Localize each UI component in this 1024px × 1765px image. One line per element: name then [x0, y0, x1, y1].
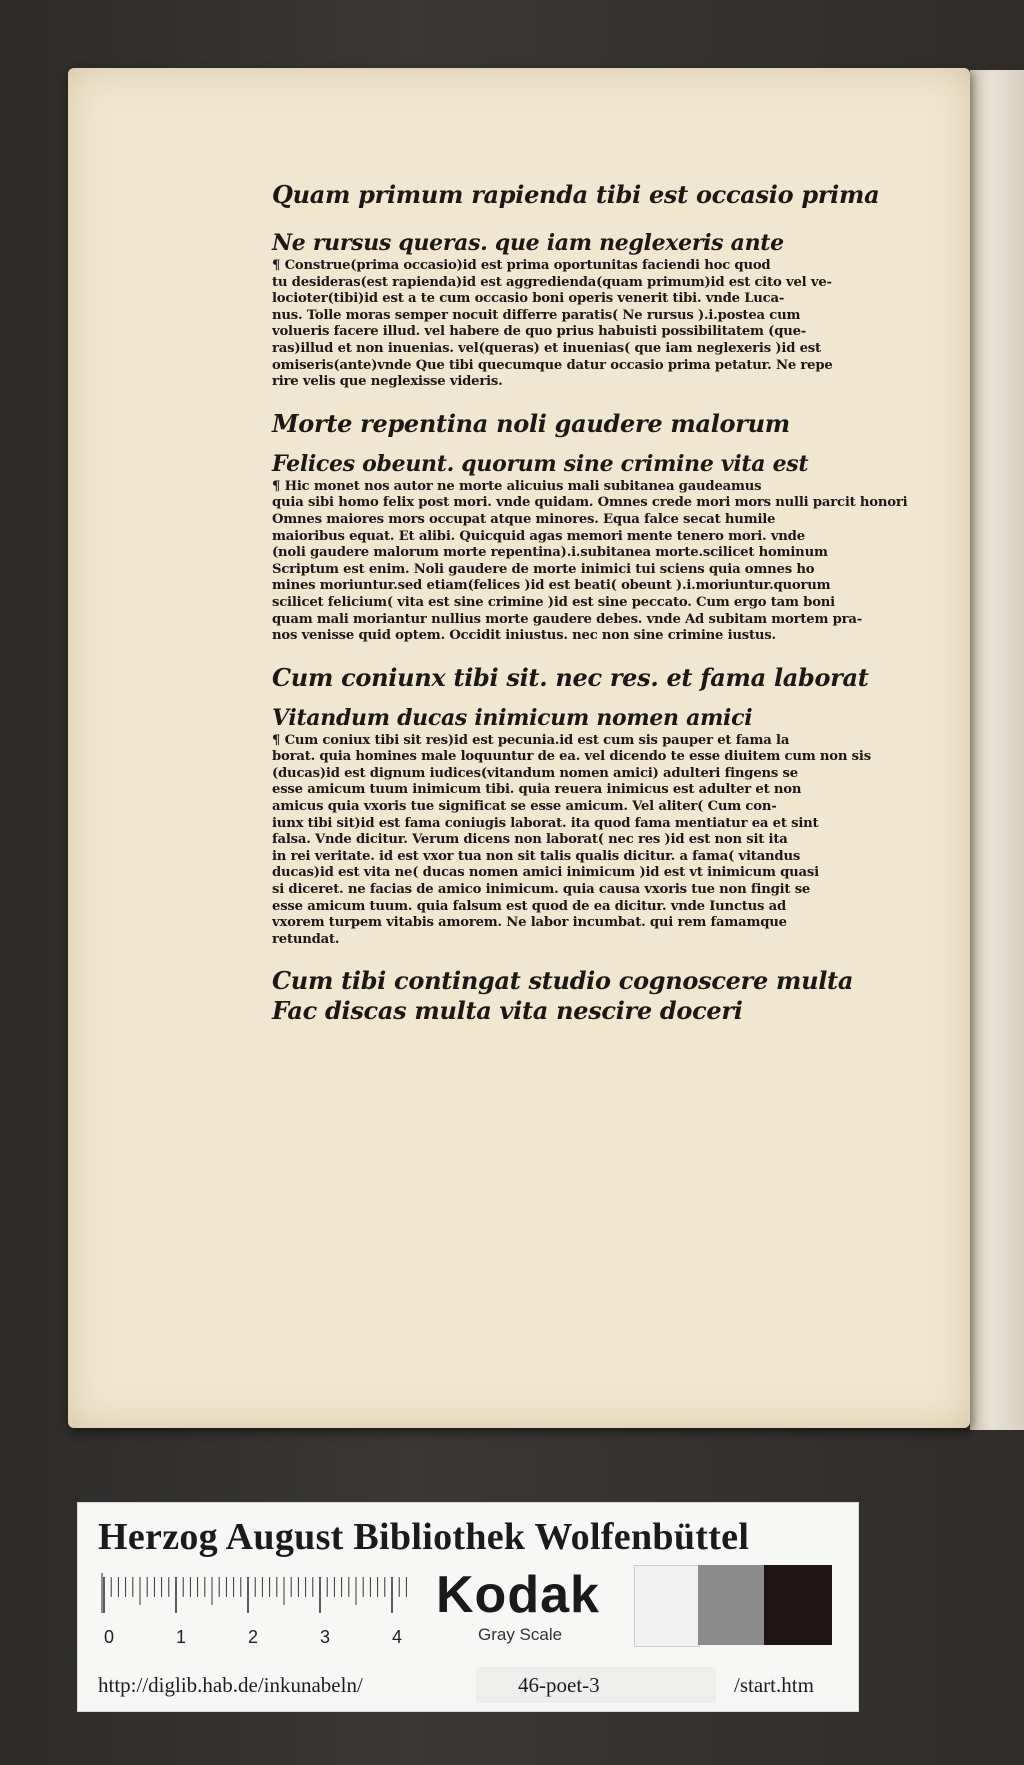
commentary-2 — [272, 479, 928, 645]
commentary-line: vxorem turpem vitabis amorem. Ne labor incumbat. qui rem famamque — [272, 915, 787, 931]
commentary-line: ras)illud et non inuenias. vel(queras) et inuenias( que iam neglexeris )id est — [272, 340, 821, 356]
commentary-line: mines moriuntur.sed etiam(felices )id est beati( obeunt ).i.moriuntur.quorum — [272, 578, 831, 594]
gray-swatch-black — [764, 1565, 832, 1645]
commentary-line: esse amicum tuum inimicum tibi. quia reuera inimicus est adulter et non — [272, 782, 802, 798]
ruler-label: 3 — [320, 1627, 331, 1647]
commentary-line: omiseris(ante)vnde Que tibi quecumque datur occasio prima petatur. Ne repe — [272, 357, 833, 373]
commentary-line: locioter(tibi)id est a te cum occasio boni operis venerit tibi. vnde Luca- — [272, 291, 785, 307]
page-text — [272, 180, 928, 1026]
commentary-line: tu desideras(est rapienda)id est aggredienda(quam primum)id est cito vel ve- — [272, 274, 832, 290]
verse-1: Quam primum rapienda tibi est occasio prima — [272, 180, 880, 209]
gray-swatch-white — [634, 1565, 700, 1647]
gray-swatch-mid — [698, 1565, 764, 1645]
verse-2: Ne rursus queras. que iam neglexeris ante — [272, 230, 784, 256]
commentary-line: rire velis que neglexisse videris. — [272, 374, 503, 390]
commentary-line: ¶ Cum coniux tibi sit res)id est pecunia.id est cum sis pauper et fama la — [272, 732, 790, 748]
verse-4: Felices obeunt. quorum sine crimine vita est — [272, 450, 809, 477]
verse-3: Morte repentina noli gaudere malorum — [272, 408, 790, 438]
commentary-line: borat. quia homines male loquuntur de ea. vel dicendo te esse diuitem cum non sis — [272, 749, 871, 765]
commentary-line: Omnes maiores mors occupat atque minores. Equa falce secat humile — [272, 511, 776, 527]
commentary-line: retundat. — [272, 931, 340, 947]
start-page-link: /start.htm — [734, 1673, 814, 1697]
next-page-edge — [970, 70, 1024, 1430]
color-calibration-card — [77, 1502, 859, 1712]
commentary-line: nus. Tolle moras semper nocuit differre paratis( Ne rursus ).i.postea cum — [272, 307, 801, 323]
commentary-3 — [272, 733, 928, 949]
commentary-line: ¶ Hic monet nos autor ne morte alicuius mali subitanea gaudeamus — [272, 478, 762, 494]
ruler-label: 0 — [104, 1627, 115, 1647]
commentary-line: volueris facere illud. vel habere de quo prius habuisti possibilitatem (que- — [272, 324, 807, 340]
card-footer — [78, 1663, 858, 1707]
commentary-line: nos venisse quid optem. Occidit iniustus. nec non sine crimine iustus. — [272, 628, 776, 644]
source-url: http://diglib.hab.de/inkunabeln/ — [98, 1673, 363, 1697]
commentary-line: (noli gaudere malorum morte repentina).i.subitanea morte.scilicet hominum — [272, 545, 828, 561]
ruler-label: 4 — [392, 1627, 403, 1647]
commentary-line: in rei veritate. id est vxor tua non sit talis qualis dicitur. a fama( vitandus — [272, 848, 801, 864]
commentary-line: quam mali moriantur nullius morte gaudere debes. vnde Ad subitam mortem pra- — [272, 611, 863, 627]
commentary-line: maioribus equat. Et alibi. Quicquid agas memori mente tenero mori. vnde — [272, 528, 805, 544]
commentary-line: falsa. Vnde dicitur. Verum dicens non laborat( nec res )id est non sit ita — [272, 832, 788, 848]
commentary-line: quia sibi homo felix post mori. vnde quidam. Omnes crede mori mors nulli parcit honori — [272, 495, 908, 511]
commentary-line: (ducas)id est dignum iudices(vitandum nomen amici) adulteri fingens se — [272, 765, 798, 781]
ruler-scale — [100, 1573, 415, 1653]
commentary-line: ducas)id est vita ne( ducas nomen amici inimicum )id est vt inimicum quasi — [272, 865, 819, 881]
ruler-label: 1 — [176, 1627, 187, 1647]
commentary-line: iunx tibi sit)id est fama coniugis laborat. ita quod fama mentiatur ea et sint — [272, 815, 819, 831]
commentary-line: si diceret. ne facias de amico inimicum. quia causa vxoris tue non fingit se — [272, 882, 811, 898]
commentary-1 — [272, 258, 928, 391]
shelfmark: 46-poet-3 — [518, 1673, 600, 1697]
gray-scale-label: Gray Scale — [478, 1625, 563, 1644]
kodak-logo: Kodak — [436, 1566, 600, 1624]
commentary-line: scilicet felicium( vita est sine crimine )id est sine peccato. Cum ergo tam boni — [272, 594, 835, 610]
verse-8: Fac discas multa vita nescire doceri — [272, 996, 743, 1026]
verse-5: Cum coniunx tibi sit. nec res. et fama laborat — [272, 662, 869, 692]
commentary-line: ¶ Construe(prima occasio)id est prima oportunitas faciendi hoc quod — [272, 258, 771, 273]
commentary-line: Scriptum est enim. Noli gaudere de morte inimici tui sciens quia omnes ho — [272, 561, 815, 577]
verse-7: Cum tibi contingat studio cognoscere multa — [272, 966, 854, 996]
ruler-label: 2 — [248, 1627, 259, 1647]
commentary-line: amicus quia vxoris tue significat se esse amicum. Vel aliter( Cum con- — [272, 799, 777, 815]
verse-6: Vitandum ducas inimicum nomen amici — [272, 704, 753, 731]
commentary-line: esse amicum tuum. quia falsum est quod de ea dicitur. vnde Iunctus ad — [272, 898, 787, 914]
library-title: Herzog August Bibliothek Wolfenbüttel — [98, 1516, 750, 1558]
